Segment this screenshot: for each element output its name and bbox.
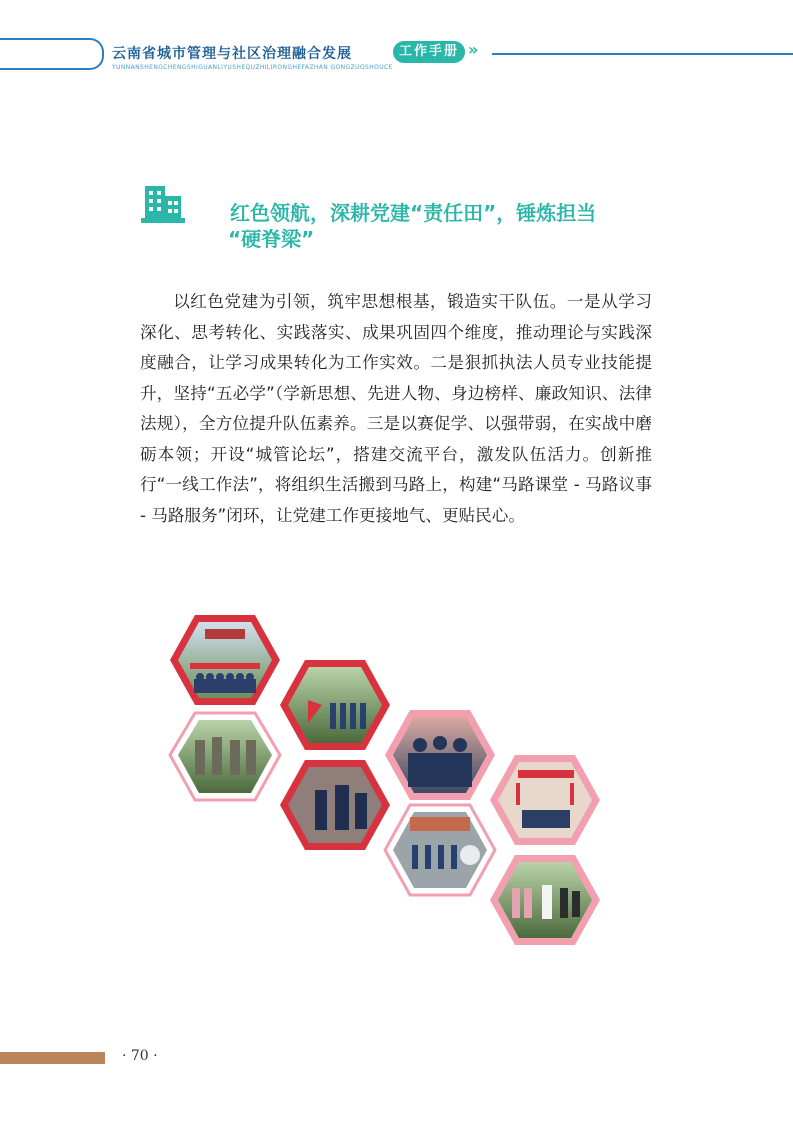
- header-title: 云南省城市管理与社区治理融合发展: [112, 46, 352, 62]
- photo-fire-drill: [385, 805, 495, 895]
- section-heading-line2: “硬脊梁”: [228, 227, 315, 251]
- section-heading-line1: 红色领航，深耕党建“责任田”，锤炼担当: [230, 201, 597, 225]
- body-paragraph: 以红色党建为引领，筑牢思想根基，锻造实干队伍。一是从学习深化、思考转化、实践落实、成果巩固四个维度，推动理论与实践深度融合，让学习成果转化为工作实效。二是狠抓执法人员专业技能提升，坚持“五必学”（学新思想、先进人物、身边榜样、廉政知识、法律法规），全方位提升队伍素养。三是以赛促学、以强带弱，在实战中磨砺本领；开设“城管论坛”，搭建交流平台，激发队伍活力。创新推行“一线工作法”，将组织生活搬到马路上，构建“马路课堂 - 马路议事 - 马路服务”闭环，让党建工作更接地气、更贴民心。: [140, 292, 652, 525]
- chevron-right-icon: »: [468, 40, 479, 59]
- photo-training-center-group: [170, 615, 280, 705]
- header-subtitle: YUNNANSHENGCHENGSHIGUANLIYUSHEQUZHILIRONGHEFAZHAN GONGZUOSHOUCE: [112, 64, 393, 71]
- header-frame: [0, 38, 104, 70]
- photo-collage: [150, 605, 630, 950]
- building-icon: [139, 180, 187, 226]
- photo-meeting-hall: [490, 755, 600, 845]
- footer-bar: [0, 1052, 105, 1064]
- section-heading: [230, 200, 650, 252]
- header-badge: 工作手册: [393, 41, 465, 63]
- photo-street-service: [490, 855, 600, 945]
- page-number: · 70 ·: [122, 1048, 158, 1064]
- header-rule: [492, 53, 793, 55]
- photo-uniformed-officers: [385, 710, 495, 800]
- photo-statue-group: [170, 713, 280, 800]
- photo-skill-drill: [280, 760, 390, 850]
- photo-flag-ceremony: [280, 660, 390, 750]
